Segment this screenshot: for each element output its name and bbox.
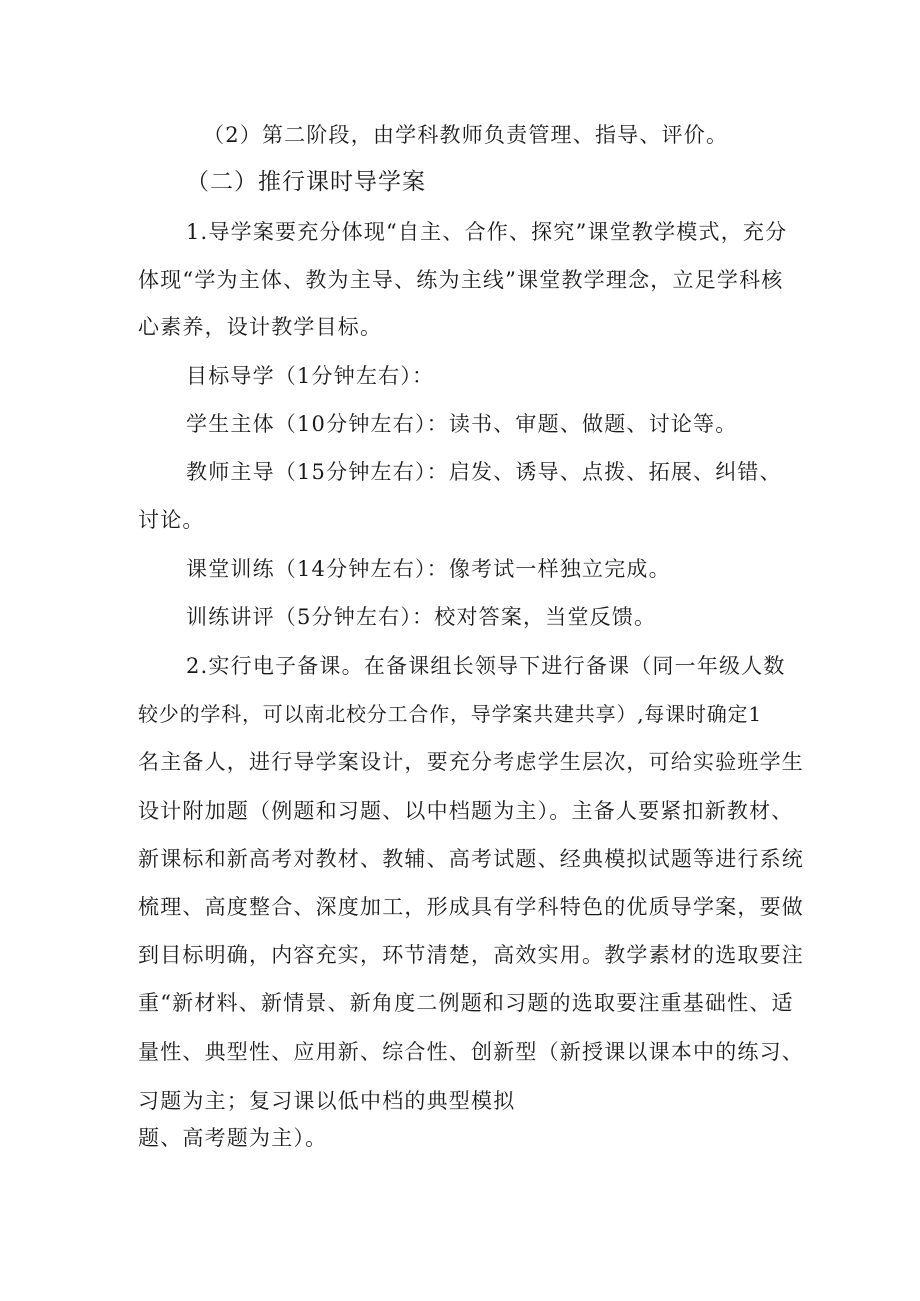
- paragraph-1-line-2: 体现“学为主体、教为主导、练为主线”课堂教学理念，立足学科核: [138, 268, 784, 292]
- classroom-training-item: 课堂训练（14分钟左右）：像考试一样独立完成。: [186, 557, 671, 581]
- paragraph-2-line-5: 新课标和新高考对教材、教辅、高考试题、经典模拟试题等进行系统: [138, 847, 804, 871]
- paragraph-2-line-11: 题、高考题为主）。: [138, 1126, 328, 1150]
- section-heading: （二）推行课时导学案: [186, 169, 426, 195]
- paragraph-1-line-1: 1.导学案要充分体现“自主、合作、探究”课堂教学模式，充分: [186, 220, 788, 244]
- paragraph-2-line-8: 重“新材料、新情景、新角度二例题和习题的选取要注重基础性、适: [138, 991, 794, 1015]
- student-main-item: 学生主体（10分钟左右）：读书、审题、做题、讨论等。: [186, 412, 738, 436]
- paragraph-2-line-10: 习题为主；复习课以低中档的典型模拟: [138, 1089, 516, 1113]
- paragraph-2-line-1: 2.实行电子备课。在备课组长领导下进行备课（同一年级人数: [186, 654, 786, 678]
- teacher-guide-item-continued: 讨论。: [138, 508, 205, 532]
- paragraph-2-line-4: 设计附加题（例题和习题、以中档题为主）。主备人要紧扣新教材、: [138, 799, 794, 823]
- paragraph-2-line-7: 到目标明确，内容充实，环节清楚，高效实用。教学素材的选取要注: [138, 943, 804, 967]
- paragraph-1-line-3: 心素养，设计教学目标。: [138, 315, 383, 339]
- teacher-guide-item: 教师主导（15分钟左右）：启发、诱导、点拨、拓展、纠错、: [186, 460, 782, 484]
- target-guidance-item: 目标导学（1分钟左右）：: [186, 364, 435, 388]
- paragraph-2-line-3: 名主备人，进行导学案设计，要充分考虑学生层次，可给实验班学生: [138, 750, 804, 774]
- stage-two-line: （2）第二阶段，由学科教师负责管理、指导、评价。: [203, 123, 729, 147]
- paragraph-2-line-2: 较少的学科，可以南北校分工合作，导学案共建共享）,每课时确定1: [138, 702, 762, 726]
- paragraph-2-line-9: 量性、典型性、应用新、综合性、创新型（新授课以课本中的练习、: [138, 1040, 804, 1064]
- paragraph-2-line-6: 梳理、高度整合、深度加工，形成具有学科特色的优质导学案，要做: [138, 895, 804, 919]
- training-review-item: 训练讲评（5分钟左右）：校对答案，当堂反馈。: [186, 605, 657, 629]
